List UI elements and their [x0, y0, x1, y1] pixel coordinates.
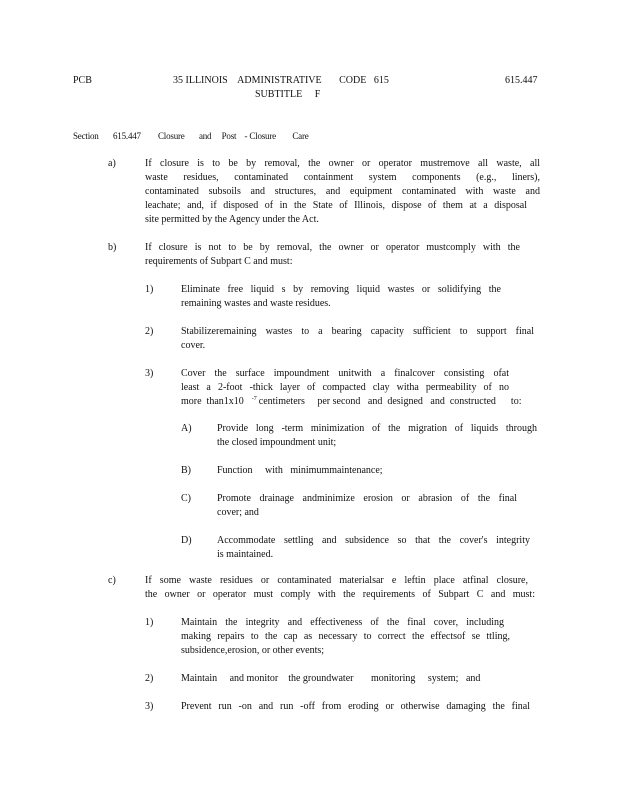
para-b-line: requirements of Subpart C and must:	[145, 256, 293, 267]
para-b3C-line: cover; and	[217, 507, 259, 518]
para-a-text	[145, 157, 540, 227]
header-center-line2: SUBTITLE F	[255, 89, 321, 100]
para-c-text	[145, 574, 535, 602]
section-label: Section	[73, 131, 99, 141]
exponent: -7	[251, 395, 257, 402]
para-a-label: a)	[108, 158, 116, 169]
para-b3-text	[181, 367, 509, 395]
para-b1-line: remaining wastes and waste residues.	[181, 298, 331, 309]
para-b1-label: 1)	[145, 284, 154, 295]
para-b3D-text	[217, 534, 530, 562]
para-b2-line: Stabilizeremaining wastes to a bearing capacity sufficient to support final	[181, 326, 534, 337]
para-c2-text: Maintain and monitor the groundwater monitoring system; and	[181, 673, 481, 684]
para-b3D-line: is maintained.	[217, 549, 274, 560]
para-a-line: waste residues, contaminated containment system components (e.g., liners),	[145, 172, 540, 183]
header-right: 615.447	[505, 75, 538, 86]
para-a-line: contaminated subsoils and structures, and equipment contaminated with waste and	[145, 186, 540, 197]
para-b1-text	[181, 283, 501, 311]
para-b3B-text: Function with minimummaintenance;	[217, 465, 383, 476]
para-c1-line: subsidence,erosion, or other events;	[181, 645, 325, 656]
para-c-label: c)	[108, 575, 116, 586]
para-b3-label: 3)	[145, 368, 154, 379]
section-number: 615.447	[113, 131, 141, 141]
para-b2-line: cover.	[181, 340, 206, 351]
para-b3-line3-end: centimeters per second and designed and constructed to:	[258, 396, 522, 407]
para-b3-line3	[181, 395, 521, 409]
header-left: PCB	[73, 75, 92, 86]
para-a-line: leachate; and, if disposed of in the State of Illinois, dispose of them at a disposal	[145, 200, 527, 211]
para-b3-line3-start: more than1x10	[181, 396, 244, 407]
para-b2-label: 2)	[145, 326, 154, 337]
para-b-label: b)	[108, 242, 117, 253]
para-b-text	[145, 241, 520, 269]
para-c1-line: Maintain the integrity and effectiveness of the final cover, including	[181, 617, 504, 628]
para-b3A-line: the closed impoundment unit;	[217, 437, 337, 448]
para-b3A-label: A)	[181, 423, 192, 434]
para-c-line: the owner or operator must comply with the requirements of Subpart C and must:	[145, 589, 535, 600]
para-c1-line: making repairs to the cap as necessary to correct the effectsof se ttling,	[181, 631, 510, 642]
para-b3C-label: C)	[181, 493, 191, 504]
para-b3A-line: Provide long -term minimization of the migration of liquids through	[217, 423, 537, 434]
para-b3D-line: Accommodate settling and subsidence so that the cover's integrity	[217, 535, 530, 546]
para-b3-line: Cover the surface impoundment unitwith a finalcover consisting ofat	[181, 368, 509, 379]
para-b1-line: Eliminate free liquid s by removing liquid wastes or solidifying the	[181, 284, 501, 295]
para-b3C-line: Promote drainage andminimize erosion or abrasion of the final	[217, 493, 517, 504]
section-title: Closure and Post - Closure Care	[158, 131, 309, 141]
para-c2-label: 2)	[145, 673, 154, 684]
para-b3B-label: B)	[181, 465, 191, 476]
para-b3-line: least a 2-foot -thick layer of compacted clay witha permeability of no	[181, 382, 509, 393]
para-b-line: If closure is not to be by removal, the owner or operator mustcomply with the	[145, 242, 520, 253]
para-c1-label: 1)	[145, 617, 154, 628]
para-b3D-label: D)	[181, 535, 192, 546]
para-b3C-text	[217, 492, 517, 520]
para-c3-text	[181, 700, 530, 714]
para-c1-text	[181, 616, 510, 658]
para-c3-label: 3)	[145, 701, 154, 712]
header-center-line1: 35 ILLINOIS ADMINISTRATIVE CODE 615	[173, 75, 389, 86]
para-a-line: If closure is to be by removal, the owner or operator mustremove all waste, all	[145, 158, 540, 169]
para-c-line: If some waste residues or contaminated materialsar e leftin place atfinal closure,	[145, 575, 528, 586]
para-a-line: site permitted by the Agency under the Act.	[145, 214, 319, 225]
para-c3-line: Prevent run -on and run -off from eroding or otherwise damaging the final	[181, 701, 530, 712]
para-b3A-text	[217, 422, 537, 450]
para-b2-text	[181, 325, 534, 353]
